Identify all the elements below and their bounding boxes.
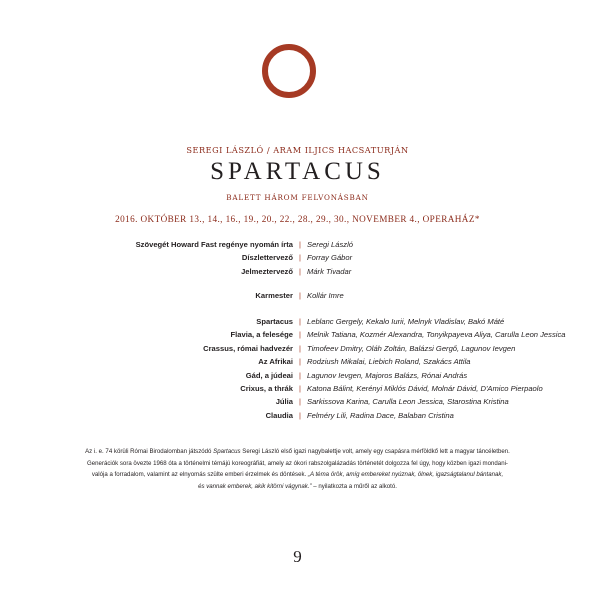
- credit-role: Jelmeztervező: [241, 266, 293, 276]
- cast-role: Flavia, a felesége: [230, 330, 293, 340]
- cast-row: [0, 382, 595, 395]
- separator: |: [299, 384, 301, 394]
- separator: |: [299, 317, 301, 326]
- authors: SEREGI LÁSZLÓ / ARAM ILJICS HACSATURJÁN: [186, 145, 409, 155]
- cast-names: Felméry Lili, Radina Dace, Balaban Cristina: [307, 410, 454, 420]
- cast-row: [0, 315, 595, 328]
- cast-names: Rodziush Mikalai, Liebich Roland, Szakács Attila: [307, 357, 471, 367]
- separator: |: [299, 370, 301, 380]
- performance-dates: 2016. OKTÓBER 13., 14., 16., 19., 20., 22., 28., 29., 30., NOVEMBER 4., OPERAHÁZ*: [115, 214, 480, 224]
- description-line: Generációk sora övezte 1968 óta a történelmi témájú koreográfiát, amely az ókori rabszolgalázadás történetét dolgozza fel úgy, hogy közben igazi mondani-: [87, 459, 508, 467]
- separator: |: [299, 343, 301, 353]
- description-italic: Spartacus: [213, 448, 241, 455]
- separator: |: [299, 253, 301, 263]
- cast-row: [0, 369, 595, 382]
- cast-role: Spartacus: [256, 317, 293, 326]
- credit-names: Márk Tivadar: [307, 266, 352, 276]
- separator: |: [299, 330, 301, 340]
- cast-names: Lagunov Ievgen, Majoros Balázs, Rónai András: [307, 370, 468, 380]
- description-quote: és vannak emberek, akik kitörni vágynak.”: [198, 482, 312, 490]
- separator: |: [299, 397, 301, 407]
- description-text: – nyilatkozta a műről az alkotó.: [311, 482, 397, 490]
- cast-row: [0, 355, 595, 368]
- cast-names: Melnik Tatiana, Kozmér Alexandra, Tonyikpayeva Aliya, Carulla Leon Jessica: [307, 330, 566, 340]
- cast-role: Júlia: [275, 397, 293, 407]
- credit-row: [0, 238, 595, 251]
- cast-row: [0, 395, 595, 408]
- separator: |: [299, 357, 301, 367]
- page-title: SPARTACUS: [210, 158, 385, 185]
- description-line: [70, 469, 525, 481]
- credit-names: Kollár Imre: [307, 291, 344, 300]
- credit-names: Seregi László: [307, 240, 354, 249]
- subtitle: BALETT HÁROM FELVONÁSBAN: [226, 193, 369, 202]
- credit-role: Díszlettervező: [241, 253, 293, 263]
- cast-names: Leblanc Gergely, Kekalo Iurii, Melnyk Vladislav, Bakó Máté: [307, 317, 505, 326]
- description-text: valója a forradalom, valamint az elnyomás szülte emberi érzelmek és döntések.: [91, 471, 308, 479]
- cast-names: Sarkissova Karina, Carulla Leon Jessica, Starostina Kristina: [307, 397, 509, 407]
- circle-ornament: [262, 44, 316, 98]
- cast-role: Crassus, római hadvezér: [203, 343, 293, 353]
- separator: |: [299, 291, 301, 300]
- credit-role: Szövegét Howard Fast regénye nyomán írta: [135, 240, 293, 249]
- cast-list: [0, 315, 595, 422]
- description-line: [70, 446, 525, 458]
- description-paragraph: [70, 446, 525, 492]
- credit-row: [0, 265, 595, 278]
- credit-row: [0, 289, 595, 302]
- credit-role: Karmester: [255, 291, 293, 300]
- cast-role: Az Afrikai: [258, 357, 293, 367]
- credit-row: [0, 251, 595, 264]
- separator: |: [299, 410, 301, 420]
- page-number: 9: [293, 547, 302, 566]
- cast-names: Katona Bálint, Kerényi Miklós Dávid, Molnár Dávid, D'Amico Pierpaolo: [307, 384, 543, 394]
- description-text: Az i. e. 74 körüli Római Birodalomban játszódó: [85, 448, 214, 455]
- conductor-credit: [0, 289, 595, 302]
- cast-row: [0, 328, 595, 341]
- cast-role: Claudia: [265, 410, 293, 420]
- description-quote: „A téma örök, amíg embereket nyúznak, ölnek, igazságtalanul bántanak,: [307, 471, 504, 479]
- separator: |: [299, 240, 301, 249]
- cast-names: Timofeev Dmitry, Oláh Zoltán, Balázsi Gergő, Lagunov Ievgen: [307, 343, 516, 353]
- crew-credits: [0, 238, 595, 278]
- cast-row: [0, 409, 595, 422]
- description-text: Seregi László első igazi nagybalettje volt, amely egy csapásra mérföldkő lett a magyar táncéletben.: [240, 448, 510, 455]
- cast-role: Gád, a júdeai: [245, 370, 293, 380]
- description-line: [70, 481, 525, 493]
- cast-role: Crixus, a thrák: [240, 384, 293, 394]
- separator: |: [299, 266, 301, 276]
- cast-row: [0, 342, 595, 355]
- credit-names: Forray Gábor: [307, 253, 353, 263]
